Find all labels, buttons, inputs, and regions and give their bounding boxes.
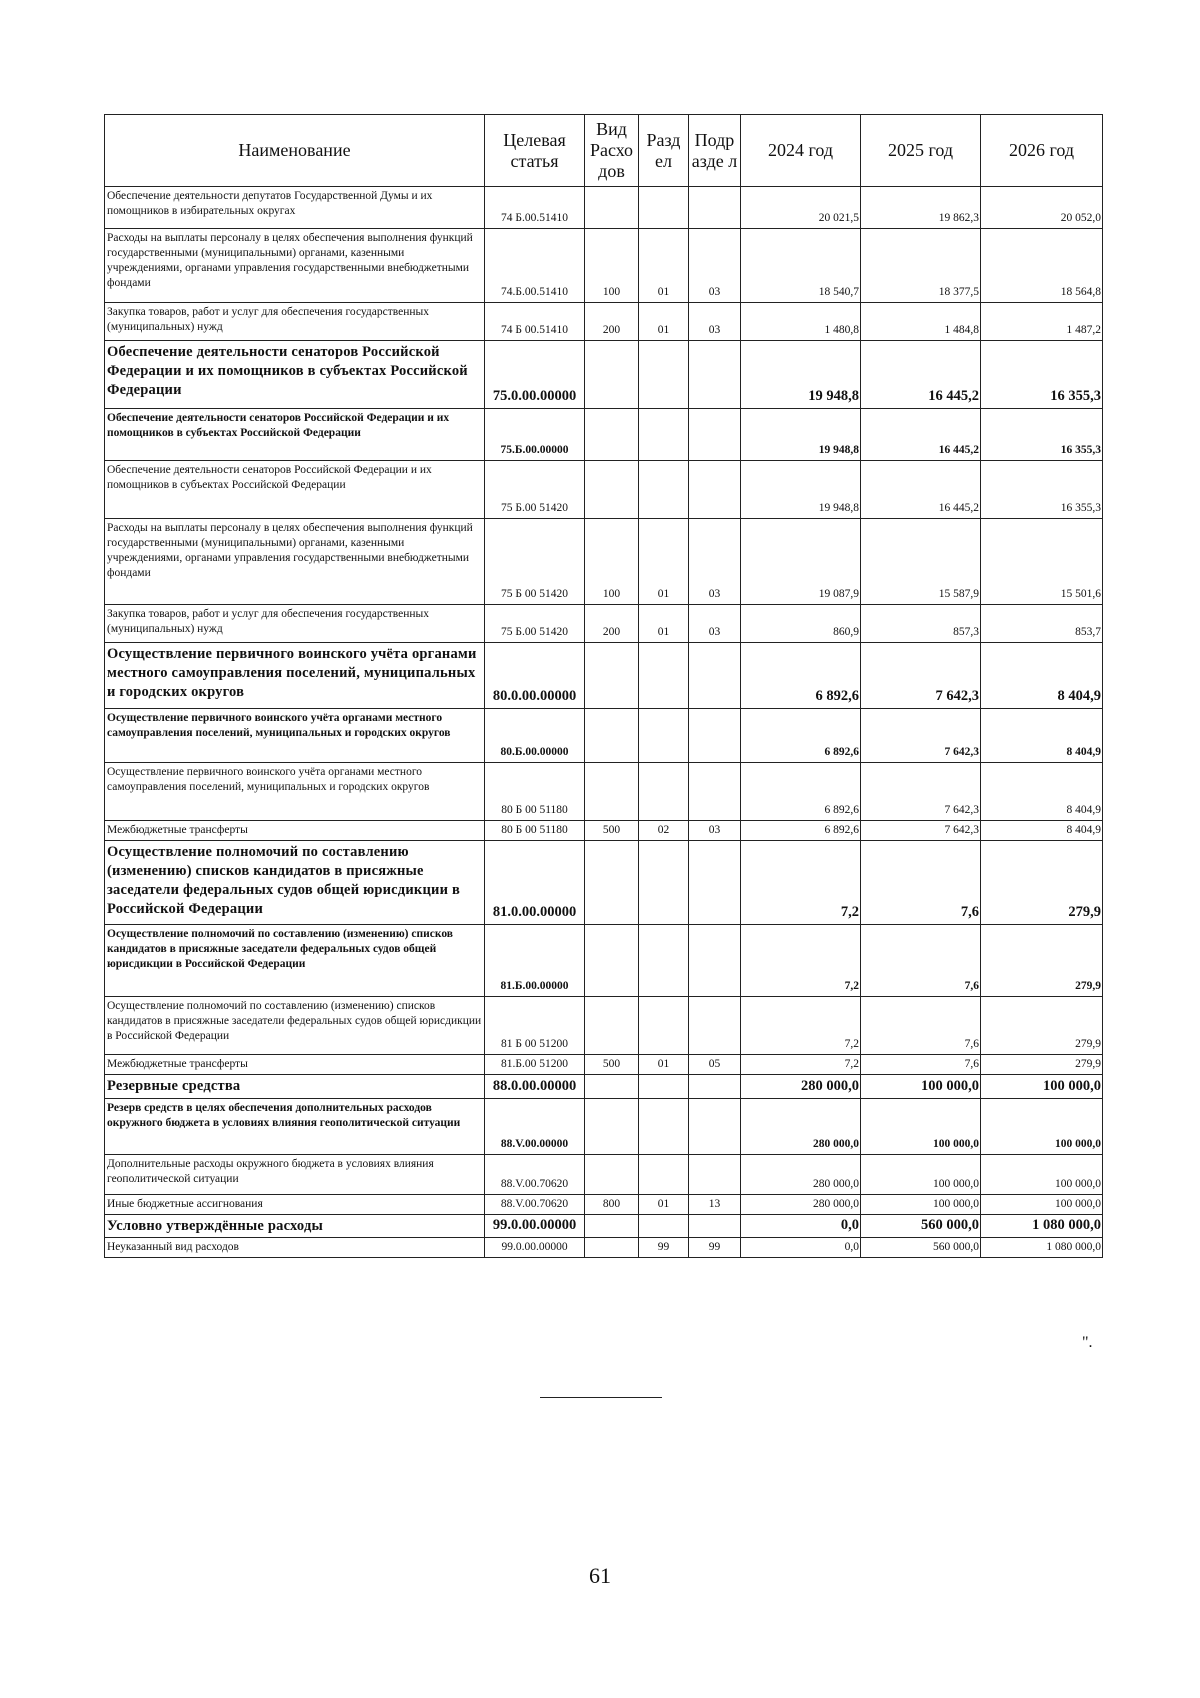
row-subsection — [689, 841, 741, 925]
row-value-2026: 15 501,6 — [981, 519, 1103, 605]
row-expense-kind — [585, 997, 639, 1055]
row-subsection — [689, 409, 741, 461]
table-row — [105, 841, 1103, 925]
row-expense-kind: 800 — [585, 1195, 639, 1215]
table-row — [105, 1238, 1103, 1258]
table-row — [105, 409, 1103, 461]
row-expense-kind: 100 — [585, 519, 639, 605]
row-subsection — [689, 1075, 741, 1099]
budget-table — [104, 114, 1103, 1258]
table-row — [105, 519, 1103, 605]
row-value-2024: 7,2 — [741, 841, 861, 925]
table-row — [105, 341, 1103, 409]
table-row — [105, 229, 1103, 303]
row-value-2024: 280 000,0 — [741, 1099, 861, 1155]
row-value-2024: 280 000,0 — [741, 1195, 861, 1215]
row-subsection — [689, 1215, 741, 1238]
row-target-article: 99.0.00.00000 — [485, 1215, 585, 1238]
row-value-2025: 19 862,3 — [861, 187, 981, 229]
row-value-2026: 8 404,9 — [981, 643, 1103, 709]
row-expense-kind — [585, 409, 639, 461]
row-section — [639, 709, 689, 763]
row-expense-kind — [585, 341, 639, 409]
row-value-2024: 18 540,7 — [741, 229, 861, 303]
row-value-2025: 100 000,0 — [861, 1075, 981, 1099]
row-subsection: 03 — [689, 229, 741, 303]
table-row — [105, 821, 1103, 841]
row-section: 01 — [639, 229, 689, 303]
row-value-2024: 19 087,9 — [741, 519, 861, 605]
row-value-2025: 7,6 — [861, 925, 981, 997]
row-subsection: 03 — [689, 605, 741, 643]
row-name: Расходы на выплаты персоналу в целях обеспечения выполнения функций государственными (муниципальными) органами, казенными учреждениями, органами управления государственными внебюджетными фондами — [105, 229, 485, 303]
row-value-2026: 100 000,0 — [981, 1195, 1103, 1215]
header-year-2024: 2024 год — [741, 115, 861, 187]
row-value-2026: 16 355,3 — [981, 461, 1103, 519]
row-target-article: 75 Б.00 51420 — [485, 605, 585, 643]
row-subsection: 13 — [689, 1195, 741, 1215]
row-name: Осуществление первичного воинского учёта органами местного самоуправления поселений, муниципальных и городских округов — [105, 643, 485, 709]
row-value-2024: 6 892,6 — [741, 709, 861, 763]
row-expense-kind — [585, 461, 639, 519]
row-subsection — [689, 187, 741, 229]
table-row — [105, 1055, 1103, 1075]
row-expense-kind: 200 — [585, 605, 639, 643]
row-section — [639, 1075, 689, 1099]
row-value-2025: 100 000,0 — [861, 1155, 981, 1195]
row-value-2025: 7 642,3 — [861, 643, 981, 709]
row-value-2025: 7,6 — [861, 841, 981, 925]
header-year-2026: 2026 год — [981, 115, 1103, 187]
row-target-article: 81.Б.00 51200 — [485, 1055, 585, 1075]
row-name: Осуществление полномочий по составлению (изменению) списков кандидатов в присяжные заседатели федеральных судов общей юрисдикции в Российской Федерации — [105, 997, 485, 1055]
table-row — [105, 925, 1103, 997]
row-section — [639, 841, 689, 925]
row-expense-kind — [585, 643, 639, 709]
row-value-2024: 280 000,0 — [741, 1155, 861, 1195]
row-value-2026: 100 000,0 — [981, 1099, 1103, 1155]
row-subsection: 03 — [689, 303, 741, 341]
row-value-2025: 18 377,5 — [861, 229, 981, 303]
table-row — [105, 303, 1103, 341]
row-expense-kind: 500 — [585, 821, 639, 841]
row-value-2025: 1 484,8 — [861, 303, 981, 341]
row-expense-kind — [585, 187, 639, 229]
row-target-article: 75.Б.00.00000 — [485, 409, 585, 461]
table-row — [105, 763, 1103, 821]
closing-quote: ". — [1082, 1334, 1093, 1351]
row-section: 99 — [639, 1238, 689, 1258]
row-value-2025: 100 000,0 — [861, 1195, 981, 1215]
row-value-2024: 19 948,8 — [741, 341, 861, 409]
row-name: Закупка товаров, работ и услуг для обеспечения государственных (муниципальных) нужд — [105, 605, 485, 643]
row-target-article: 75.0.00.00000 — [485, 341, 585, 409]
row-value-2026: 16 355,3 — [981, 409, 1103, 461]
row-value-2024: 1 480,8 — [741, 303, 861, 341]
row-subsection — [689, 1099, 741, 1155]
row-section — [639, 925, 689, 997]
header-section: Разд ел — [639, 115, 689, 187]
table-row — [105, 461, 1103, 519]
header-expense-kind: Вид Расхо дов — [585, 115, 639, 187]
table-row — [105, 1195, 1103, 1215]
row-expense-kind — [585, 763, 639, 821]
row-value-2025: 16 445,2 — [861, 461, 981, 519]
row-subsection: 05 — [689, 1055, 741, 1075]
row-expense-kind: 100 — [585, 229, 639, 303]
row-section: 01 — [639, 1055, 689, 1075]
row-value-2026: 18 564,8 — [981, 229, 1103, 303]
row-value-2024: 0,0 — [741, 1238, 861, 1258]
header-target-article: Целевая статья — [485, 115, 585, 187]
row-name: Закупка товаров, работ и услуг для обеспечения государственных (муниципальных) нужд — [105, 303, 485, 341]
row-section — [639, 643, 689, 709]
row-value-2025: 560 000,0 — [861, 1215, 981, 1238]
row-value-2025: 15 587,9 — [861, 519, 981, 605]
row-name: Межбюджетные трансферты — [105, 821, 485, 841]
row-value-2025: 7,6 — [861, 997, 981, 1055]
row-value-2024: 6 892,6 — [741, 821, 861, 841]
row-value-2024: 6 892,6 — [741, 763, 861, 821]
row-expense-kind — [585, 1238, 639, 1258]
row-target-article: 75 Б 00 51420 — [485, 519, 585, 605]
row-expense-kind: 200 — [585, 303, 639, 341]
row-value-2025: 16 445,2 — [861, 409, 981, 461]
table-body — [105, 187, 1103, 1258]
row-expense-kind — [585, 841, 639, 925]
row-target-article: 80 Б 00 51180 — [485, 763, 585, 821]
row-expense-kind — [585, 1215, 639, 1238]
row-value-2025: 7,6 — [861, 1055, 981, 1075]
row-name: Осуществление первичного воинского учёта органами местного самоуправления поселений, муниципальных и городских округов — [105, 709, 485, 763]
row-value-2024: 7,2 — [741, 997, 861, 1055]
row-subsection — [689, 763, 741, 821]
row-value-2025: 7 642,3 — [861, 763, 981, 821]
row-name: Осуществление полномочий по составлению (изменению) списков кандидатов в присяжные заседатели федеральных судов общей юрисдикции в Российской Федерации — [105, 925, 485, 997]
row-name: Обеспечение деятельности сенаторов Российской Федерации и их помощников в субъектах Российской Федерации — [105, 461, 485, 519]
row-subsection — [689, 997, 741, 1055]
row-expense-kind — [585, 1099, 639, 1155]
row-value-2024: 19 948,8 — [741, 461, 861, 519]
row-value-2026: 279,9 — [981, 841, 1103, 925]
row-section — [639, 187, 689, 229]
row-value-2026: 1 080 000,0 — [981, 1215, 1103, 1238]
row-value-2024: 7,2 — [741, 1055, 861, 1075]
row-name: Межбюджетные трансферты — [105, 1055, 485, 1075]
row-value-2024: 20 021,5 — [741, 187, 861, 229]
row-value-2026: 16 355,3 — [981, 341, 1103, 409]
table-header-row — [105, 115, 1103, 187]
row-subsection: 99 — [689, 1238, 741, 1258]
row-section — [639, 997, 689, 1055]
row-value-2024: 7,2 — [741, 925, 861, 997]
table-row — [105, 605, 1103, 643]
table-row — [105, 1099, 1103, 1155]
row-expense-kind — [585, 925, 639, 997]
row-section — [639, 461, 689, 519]
row-target-article: 74.Б.00.51410 — [485, 229, 585, 303]
row-name: Обеспечение деятельности сенаторов Российской Федерации и их помощников в субъектах Российской Федерации — [105, 341, 485, 409]
row-section — [639, 1099, 689, 1155]
separator-line — [540, 1397, 662, 1398]
row-section — [639, 763, 689, 821]
row-value-2025: 857,3 — [861, 605, 981, 643]
row-value-2024: 860,9 — [741, 605, 861, 643]
row-value-2026: 1 487,2 — [981, 303, 1103, 341]
row-subsection — [689, 925, 741, 997]
row-value-2026: 8 404,9 — [981, 709, 1103, 763]
page-number: 61 — [589, 1563, 611, 1588]
row-value-2025: 16 445,2 — [861, 341, 981, 409]
row-value-2024: 0,0 — [741, 1215, 861, 1238]
row-value-2026: 279,9 — [981, 997, 1103, 1055]
row-name: Неуказанный вид расходов — [105, 1238, 485, 1258]
row-target-article: 80.0.00.00000 — [485, 643, 585, 709]
row-name: Условно утверждённые расходы — [105, 1215, 485, 1238]
table-row — [105, 997, 1103, 1055]
row-value-2025: 100 000,0 — [861, 1099, 981, 1155]
row-name: Осуществление полномочий по составлению (изменению) списков кандидатов в присяжные заседатели федеральных судов общей юрисдикции в Российской Федерации — [105, 841, 485, 925]
row-target-article: 88.V.00.00000 — [485, 1099, 585, 1155]
row-target-article: 81 Б 00 51200 — [485, 997, 585, 1055]
row-value-2026: 1 080 000,0 — [981, 1238, 1103, 1258]
row-target-article: 88.V.00.70620 — [485, 1195, 585, 1215]
row-subsection — [689, 461, 741, 519]
row-value-2026: 8 404,9 — [981, 763, 1103, 821]
row-name: Обеспечение деятельности сенаторов Российской Федерации и их помощников в субъектах Российской Федерации — [105, 409, 485, 461]
row-target-article: 88.V.00.70620 — [485, 1155, 585, 1195]
row-name: Резервные средства — [105, 1075, 485, 1099]
row-value-2026: 20 052,0 — [981, 187, 1103, 229]
table-row — [105, 1215, 1103, 1238]
row-expense-kind — [585, 1075, 639, 1099]
row-value-2025: 7 642,3 — [861, 821, 981, 841]
row-value-2026: 100 000,0 — [981, 1155, 1103, 1195]
row-value-2024: 6 892,6 — [741, 643, 861, 709]
row-target-article: 81.0.00.00000 — [485, 841, 585, 925]
table-row — [105, 643, 1103, 709]
row-target-article: 80 Б 00 51180 — [485, 821, 585, 841]
row-value-2025: 7 642,3 — [861, 709, 981, 763]
row-subsection — [689, 341, 741, 409]
row-target-article: 99.0.00.00000 — [485, 1238, 585, 1258]
row-value-2024: 19 948,8 — [741, 409, 861, 461]
row-subsection — [689, 643, 741, 709]
row-value-2024: 280 000,0 — [741, 1075, 861, 1099]
row-value-2026: 279,9 — [981, 1055, 1103, 1075]
row-target-article: 88.0.00.00000 — [485, 1075, 585, 1099]
row-target-article: 80.Б.00.00000 — [485, 709, 585, 763]
header-year-2025: 2025 год — [861, 115, 981, 187]
row-name: Обеспечение деятельности депутатов Государственной Думы и их помощников в избирательных округах — [105, 187, 485, 229]
header-subsection: Подр азде л — [689, 115, 741, 187]
row-section — [639, 409, 689, 461]
row-value-2025: 560 000,0 — [861, 1238, 981, 1258]
row-section: 01 — [639, 605, 689, 643]
row-section: 01 — [639, 1195, 689, 1215]
row-target-article: 74 Б.00.51410 — [485, 187, 585, 229]
table-row — [105, 1155, 1103, 1195]
row-subsection — [689, 709, 741, 763]
row-expense-kind — [585, 709, 639, 763]
table-row — [105, 1075, 1103, 1099]
row-target-article: 74 Б 00.51410 — [485, 303, 585, 341]
row-value-2026: 853,7 — [981, 605, 1103, 643]
row-name: Дополнительные расходы окружного бюджета в условиях влияния геополитической ситуации — [105, 1155, 485, 1195]
row-target-article: 75 Б.00 51420 — [485, 461, 585, 519]
row-value-2026: 8 404,9 — [981, 821, 1103, 841]
row-subsection: 03 — [689, 519, 741, 605]
row-name: Резерв средств в целях обеспечения дополнительных расходов окружного бюджета в условиях влияния геополитической ситуации — [105, 1099, 485, 1155]
row-section — [639, 1155, 689, 1195]
row-section: 02 — [639, 821, 689, 841]
table-row — [105, 709, 1103, 763]
row-section: 01 — [639, 519, 689, 605]
row-subsection — [689, 1155, 741, 1195]
row-name: Осуществление первичного воинского учёта органами местного самоуправления поселений, муниципальных и городских округов — [105, 763, 485, 821]
row-subsection: 03 — [689, 821, 741, 841]
row-section — [639, 1215, 689, 1238]
row-value-2026: 279,9 — [981, 925, 1103, 997]
row-expense-kind — [585, 1155, 639, 1195]
row-section: 01 — [639, 303, 689, 341]
table-row — [105, 187, 1103, 229]
row-name: Расходы на выплаты персоналу в целях обеспечения выполнения функций государственными (муниципальными) органами, казенными учреждениями, органами управления государственными внебюджетными фондами — [105, 519, 485, 605]
row-section — [639, 341, 689, 409]
header-name: Наименование — [105, 115, 485, 187]
row-name: Иные бюджетные ассигнования — [105, 1195, 485, 1215]
row-expense-kind: 500 — [585, 1055, 639, 1075]
row-value-2026: 100 000,0 — [981, 1075, 1103, 1099]
row-target-article: 81.Б.00.00000 — [485, 925, 585, 997]
